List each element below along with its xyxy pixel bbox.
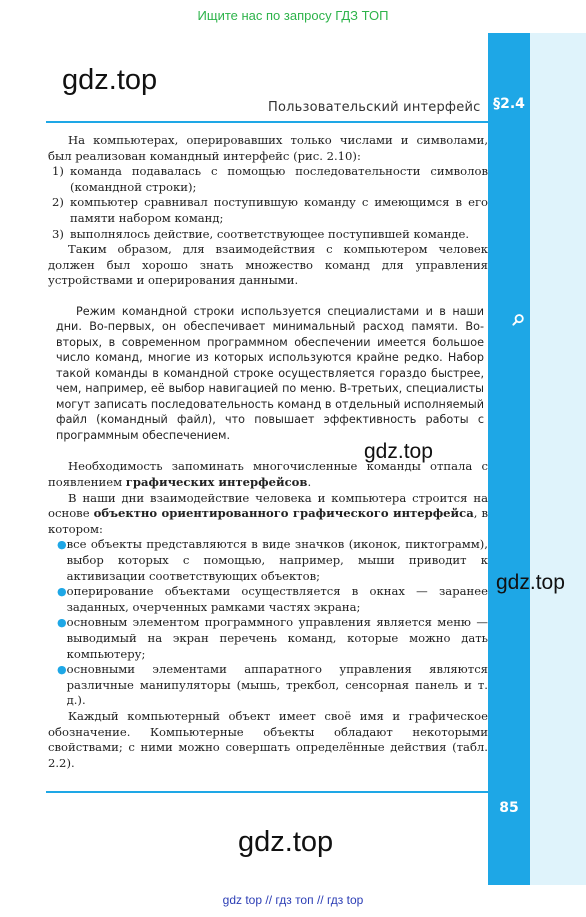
term-gui: графических интерфейсов bbox=[125, 475, 308, 490]
bullet-icon: ● bbox=[57, 538, 67, 552]
watermark: gdz.top bbox=[62, 64, 158, 96]
paragraph-gui: Необходимость запоминать многочисленные команды отпала с появлением графических интерфейсов. bbox=[48, 459, 488, 490]
list-item: ● основным элементом программного управления является меню — выводимый на экран перечень команд, которые можно дать компьютеру; bbox=[48, 615, 488, 662]
bullet-list bbox=[48, 537, 488, 709]
top-search-link[interactable]: Ищите нас по запросу ГДЗ ТОП bbox=[197, 8, 389, 23]
magnifier-icon bbox=[508, 310, 528, 330]
watermark: gdz.top bbox=[364, 440, 433, 463]
list-item: 1) команда подавалась с помощью последовательности символов (командной строки); bbox=[52, 164, 488, 194]
page-header-title: Пользовательский интерфейс bbox=[268, 100, 481, 115]
list-item: ● основными элементами аппаратного управления являются различные манипуляторы (мышь, трекбол, сенсорная панель и т. д.). bbox=[48, 662, 488, 709]
footer-divider bbox=[46, 791, 488, 793]
watermark: gdz.top bbox=[238, 826, 334, 858]
paragraph-intro: На компьютерах, оперировавших только числами и символами, был реализован командный интерфейс (рис. 2.10): bbox=[48, 133, 488, 163]
header-divider bbox=[46, 121, 488, 123]
list-item: ● все объекты представляются в виде значков (иконок, пиктограмм), выбор которых с помощью, например, мыши приводит к активизации соответствующих объектов; bbox=[48, 537, 488, 584]
sidebar-note-text: Режим командной строки используется специалистами и в наши дни. Во-первых, он обеспечивает минимальный расход памяти. Во-вторых, в современном программном обеспечении имеется большое число команд, многие из которых используются крайне редко. Набор такой команды в командной строке осуществляется гораздо быстрее, чем, например, её выбор навигацией по меню. В-третьих, специалисты могут записать последовательность команд в отдельный исполняемый файл (командный файл), что повышает эффективность работы с программным обеспечением. bbox=[56, 304, 484, 442]
watermark: gdz.top bbox=[496, 571, 565, 594]
sidebar-note bbox=[56, 304, 484, 444]
bottom-link[interactable]: гдз топ bbox=[275, 893, 314, 907]
paragraph-objects: Каждый компьютерный объект имеет своё имя и графическое обозначение. Компьютерные объекты обладают некоторыми свойствами; с ними можно совершать определённые действия (табл. 2.2). bbox=[48, 708, 488, 770]
link-separator: // bbox=[316, 893, 324, 907]
bullet-icon: ● bbox=[57, 616, 67, 630]
paragraph-summary: Таким образом, для взаимодействия с компьютером человек должен был хорошо знать множество команд для управления устройствами и оперирования данными. bbox=[48, 242, 488, 288]
paragraph-oo-gui: В наши дни взаимодействие человека и компьютера строится на основе объектно ориентированного графического интерфейса, в котором: bbox=[48, 490, 488, 536]
bullet-icon: ● bbox=[57, 663, 67, 677]
section-number: §2.4 bbox=[493, 96, 525, 112]
bottom-link[interactable]: gdz top bbox=[222, 893, 263, 907]
section-strip bbox=[488, 33, 530, 885]
list-item: ● оперирование объектами осуществляется в окнах — заранее заданных, очерченных рамками частях экрана; bbox=[48, 584, 488, 615]
bottom-links bbox=[0, 893, 586, 907]
list-item: 3) выполнялось действие, соответствующее поступившей команде. bbox=[52, 226, 470, 241]
list-item: 2) компьютер сравнивал поступившую команду с имеющимся в его памяти набором команд; bbox=[52, 195, 488, 225]
page-number: 85 bbox=[499, 800, 519, 816]
link-separator: // bbox=[265, 893, 273, 907]
term-oo-gui: объектно ориентированного графического интерфейса bbox=[93, 506, 474, 521]
numbered-list bbox=[48, 164, 488, 242]
bullet-icon: ● bbox=[57, 585, 67, 599]
bottom-link[interactable]: гдз top bbox=[326, 893, 364, 907]
